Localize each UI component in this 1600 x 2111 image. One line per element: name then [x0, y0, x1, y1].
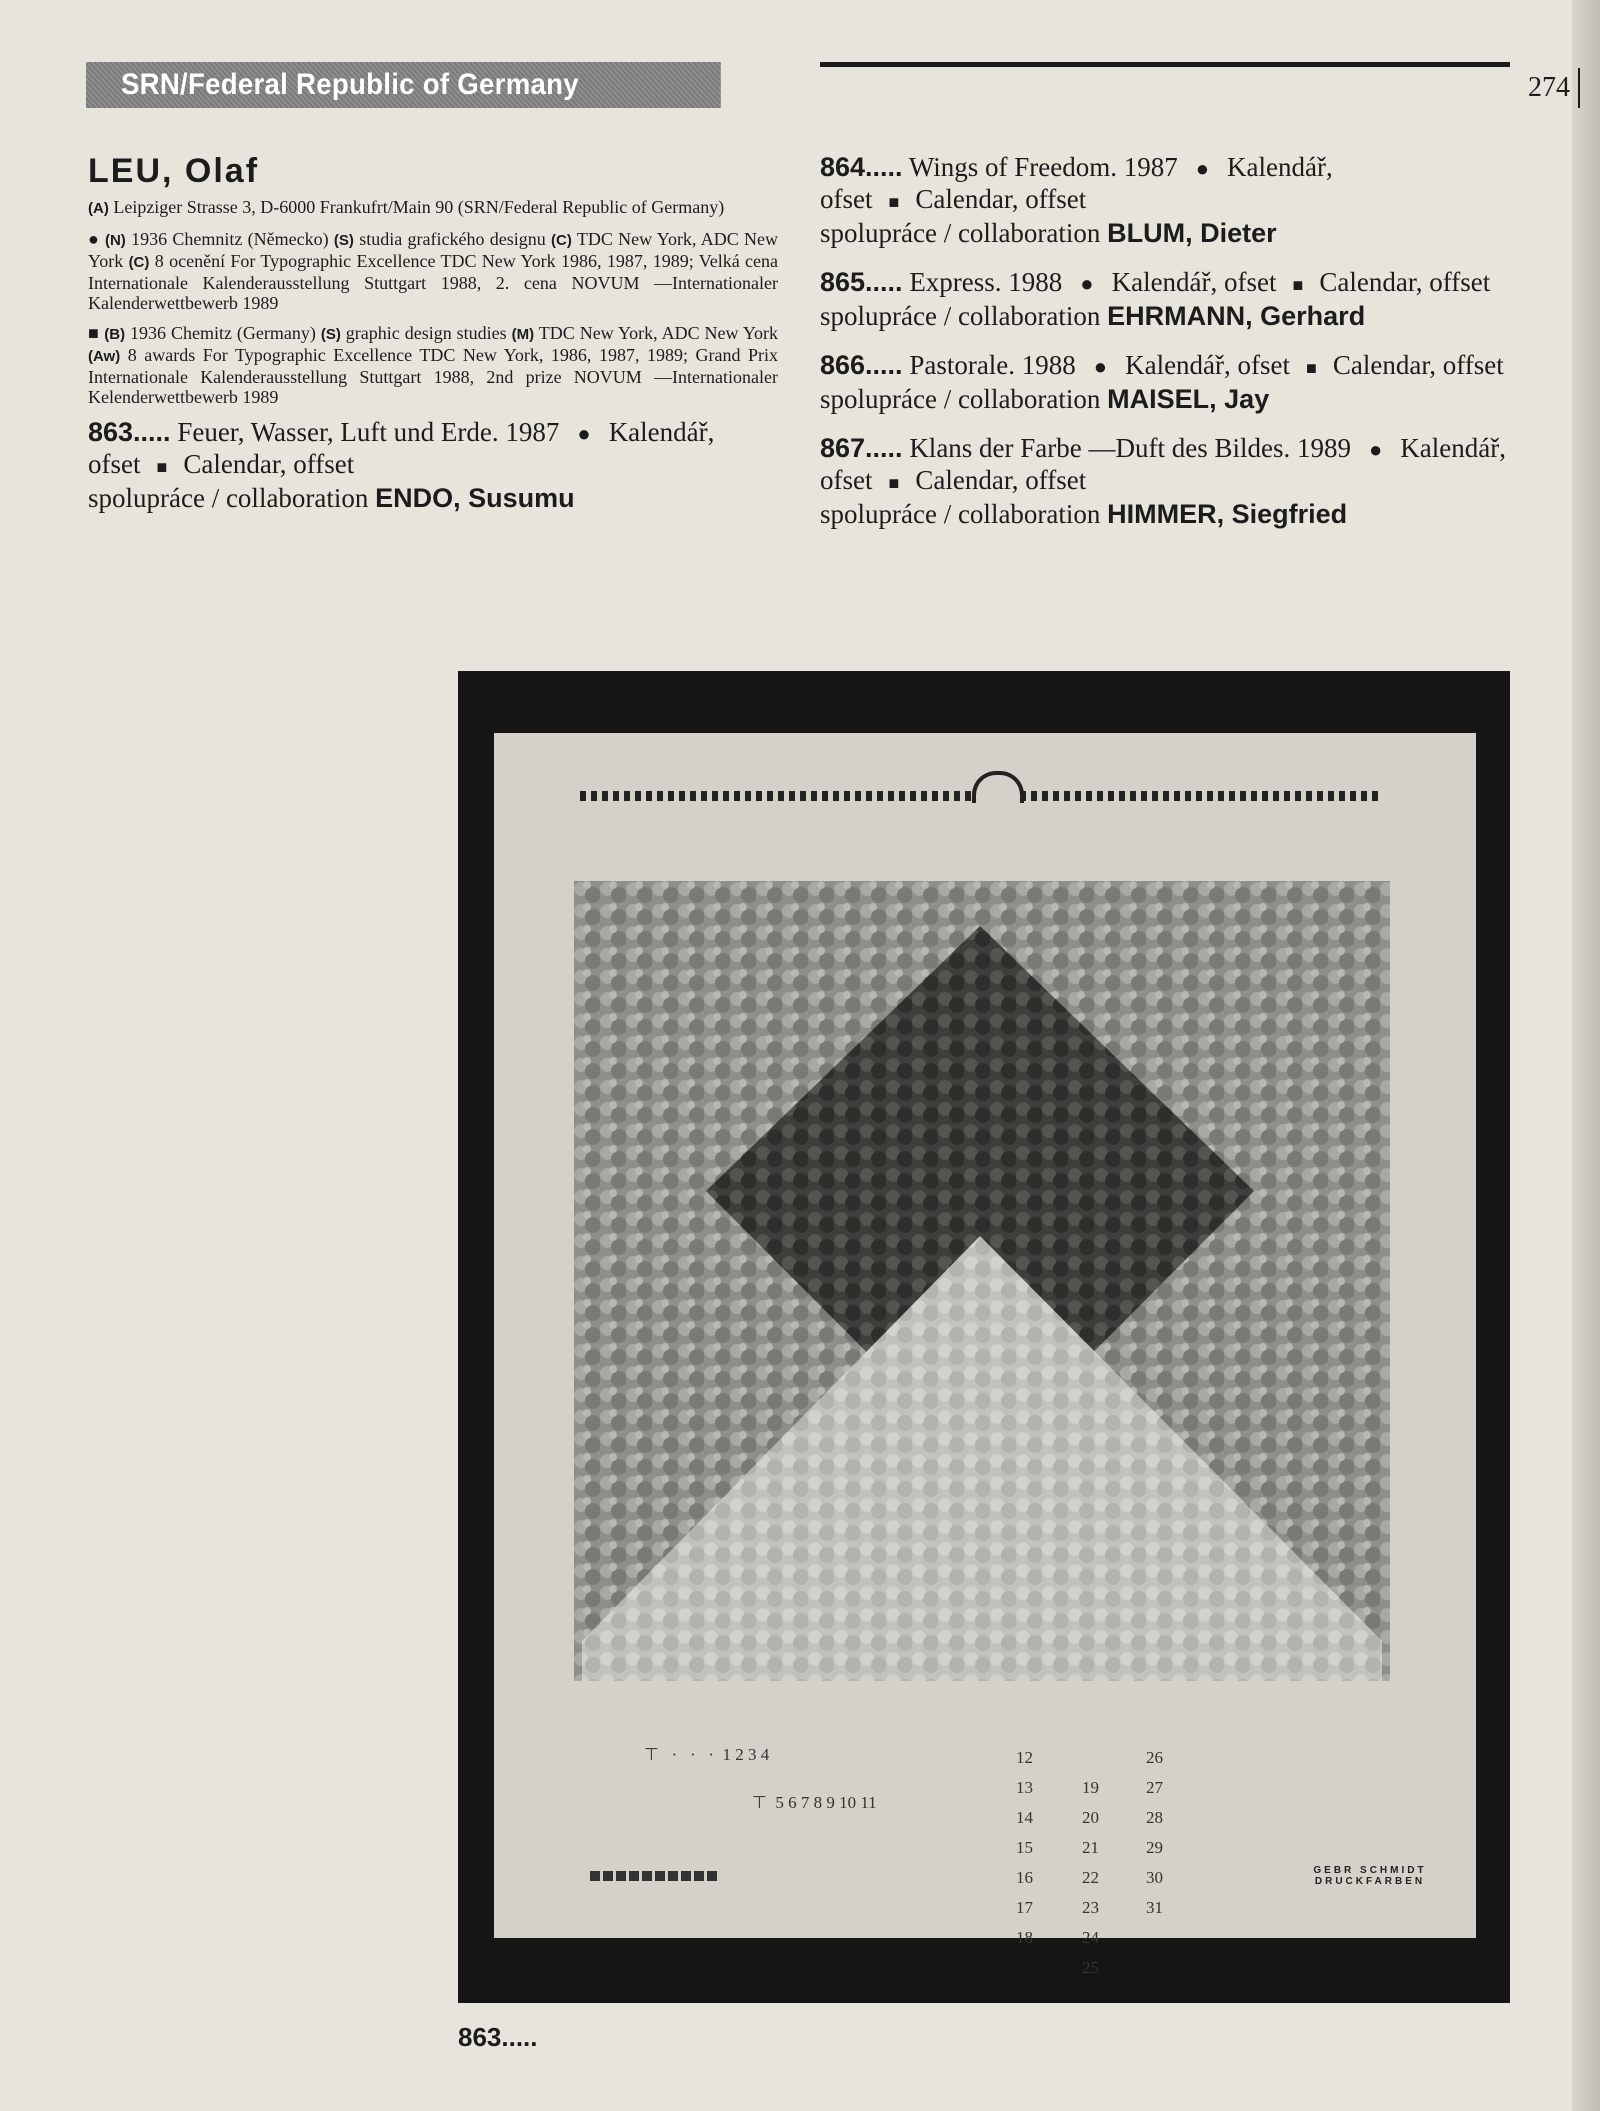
square-icon: ■ — [1292, 275, 1304, 295]
left-column — [88, 152, 778, 532]
calendar-day: 13 — [1016, 1778, 1033, 1797]
bio-tag: (C) — [128, 254, 150, 271]
bio-text: 1936 Chemitz (Germany) — [130, 323, 316, 343]
figure-caption: 863..... — [458, 2022, 538, 2052]
bullet-icon: ● — [1080, 271, 1094, 296]
page-number: 274 — [1528, 72, 1570, 103]
entry-title: Express. 1988 — [909, 267, 1063, 297]
collab-name: HIMMER, Siegfried — [1107, 499, 1348, 529]
calendar-day: 12 — [1016, 1748, 1033, 1767]
t-mark-icon: ⊤ — [644, 1745, 659, 1764]
calendar-day: 31 — [1146, 1898, 1163, 1917]
entry-en: Calendar, offset — [183, 449, 355, 479]
bio-english: ■ (B) 1936 Chemitz (Germany) (S) graphic design studies (M) TDC New York, ADC New York (Aw) 8 awards For Typographic Excellence TDC New York, 1986, 1987, 1989; Grand Prix Internationale Kalenderausstellung Stuttgart 1988, 2nd prize NOVUM —Internationaler Kelenderwettbewerb 1989 — [88, 323, 779, 407]
entry-866 — [820, 350, 1510, 415]
calendar-day: 20 — [1082, 1808, 1099, 1827]
calendar-sheet — [494, 733, 1476, 1977]
right-column — [820, 152, 1510, 548]
calendar-day: 17 — [1016, 1898, 1033, 1917]
calendar-day: 19 — [1082, 1778, 1099, 1797]
calendar-day: 30 — [1146, 1868, 1163, 1887]
entry-cz: Kalendář, ofset — [1111, 267, 1277, 297]
bullet-icon: ● — [577, 421, 591, 446]
bio-tag: (S) — [333, 232, 354, 249]
calendar-days: 5 6 7 8 9 10 11 — [775, 1793, 877, 1812]
bio-text: 8 awards For Typographic Excellence TDC New York, 1986, 1987, 1989; Grand Prix Internationale Kalenderausstellung Stuttgart 1988, 2nd prize NOVUM —Internationaler Kelenderwettbewerb 1989 — [88, 345, 778, 407]
bullet-icon: ● — [1093, 354, 1108, 379]
top-rule — [820, 62, 1510, 67]
bio-tag: (B) — [104, 326, 126, 343]
entry-number: 865..... — [820, 267, 903, 297]
bio-text: TDC New York, ADC New York — [538, 323, 779, 343]
bio-czech: ● (N) 1936 Chemnitz (Německo) (S) studia grafického designu (C) TDC New York, ADC New York (C) 8 ocenění For Typographic Excellence TDC New York 1986, 1987, 1989; Velká cena Internationale Kalenderausstellung Stuttgart 1988, 2. cena NOVUM —Internationaler Kalenderwettbewerb 1989 — [88, 229, 779, 313]
designer-name: LEU, Olaf — [88, 152, 260, 190]
entry-cz: Kalendář, ofset — [820, 152, 1333, 214]
calendar-photo — [458, 671, 1510, 2003]
calendar-day: 23 — [1082, 1898, 1099, 1917]
square-icon: ■ — [888, 473, 900, 493]
calendar-day: 24 — [1082, 1928, 1099, 1947]
square-icon: ■ — [888, 192, 900, 212]
calendar-day: 16 — [1016, 1868, 1033, 1887]
weekday-marks — [590, 1871, 720, 1881]
calendar-row-1: ⊤ · · · 1 2 3 4 — [644, 1745, 770, 1764]
page-edge — [1572, 0, 1600, 2111]
entry-864 — [820, 152, 1510, 249]
calendar-column-a — [1016, 1743, 1033, 1953]
entry-title: Klans der Farbe —Duft des Bildes. 1989 — [909, 433, 1351, 463]
entry-en: Calendar, offset — [915, 465, 1087, 495]
calendar-day: 21 — [1082, 1838, 1099, 1857]
entry-cz: Kalendář, ofset — [1125, 350, 1291, 380]
entry-number: 867..... — [820, 433, 903, 463]
collab-name: BLUM, Dieter — [1107, 218, 1277, 248]
t-mark-icon: ⊤ — [752, 1793, 767, 1812]
address-text: Leipziger Strasse 3, D-6000 Frankufrt/Main 90 (SRN/Federal Republic of Germany) — [113, 197, 725, 217]
entry-en: Calendar, offset — [915, 184, 1087, 214]
calendar-row-2 — [752, 1793, 877, 1813]
calendar-day: 29 — [1146, 1838, 1163, 1857]
calendar-column-b — [1082, 1773, 1099, 1983]
calendar-day: 15 — [1016, 1838, 1033, 1857]
entry-en: Calendar, offset — [1332, 350, 1504, 380]
collab-label: spolupráce / collaboration — [820, 301, 1101, 331]
calendar-day: 26 — [1146, 1748, 1163, 1767]
section-header: SRN/Federal Republic of Germany — [86, 62, 721, 108]
entry-863 — [88, 417, 778, 514]
page-number-rule — [1578, 68, 1580, 108]
calendar-day: 22 — [1082, 1868, 1099, 1887]
bio-tag: (Aw) — [88, 348, 121, 365]
entry-number: 866..... — [820, 350, 903, 380]
bio-text: studia grafického designu — [359, 229, 546, 249]
collab-label: spolupráce / collaboration — [88, 483, 369, 513]
brand-line: GEBR SCHMIDT — [1313, 1865, 1427, 1876]
entry-cz: Kalendář, ofset — [88, 417, 715, 479]
designer-address — [88, 197, 778, 219]
calendar-day: 28 — [1146, 1808, 1163, 1827]
collab-name: ENDO, Susumu — [375, 483, 575, 513]
forest-artwork — [574, 881, 1390, 1681]
bio-tag: (N) — [104, 232, 126, 249]
collab-label: spolupráce / collaboration — [820, 218, 1101, 248]
address-tag: (A) — [88, 200, 109, 217]
square-icon: ■ — [156, 457, 168, 477]
square-icon: ■ — [1306, 358, 1317, 378]
bullet-icon: ● — [1369, 437, 1383, 462]
bullet-icon: ● — [1195, 156, 1210, 181]
calendar-column-c — [1146, 1743, 1163, 1923]
calendar-day: 18 — [1016, 1928, 1033, 1947]
bio-text: 8 ocenění For Typographic Excellence TDC New York 1986, 1987, 1989; Velká cena Internationale Kalenderausstellung Stuttgart 1988, 2. cena NOVUM —Internationaler Kalenderwettbewerb 1989 — [88, 251, 779, 313]
printer-brand — [1306, 1865, 1434, 1887]
collab-label: spolupráce / collaboration — [820, 499, 1101, 529]
collab-name: MAISEL, Jay — [1107, 384, 1270, 414]
calendar-days: 1 2 3 4 — [722, 1745, 770, 1764]
bio-tag: (M) — [511, 326, 535, 343]
bio-text: 1936 Chemnitz (Německo) — [131, 229, 329, 249]
calendar-day: 14 — [1016, 1808, 1033, 1827]
entry-number: 863..... — [88, 417, 171, 447]
entry-title: Pastorale. 1988 — [909, 350, 1076, 380]
entry-865 — [820, 267, 1510, 332]
bio-tag: (C) — [551, 232, 572, 249]
entry-number: 864..... — [820, 152, 903, 182]
entry-title: Wings of Freedom. 1987 — [908, 152, 1178, 182]
collab-name: EHRMANN, Gerhard — [1107, 301, 1366, 331]
bio-tag: (S) — [320, 326, 341, 343]
brand-line: DRUCKFARBEN — [1314, 1876, 1426, 1887]
bio-text: TDC New York, ADC New York — [88, 229, 779, 271]
hanger-icon — [972, 771, 1024, 803]
entry-867 — [820, 433, 1510, 530]
collab-label: spolupráce / collaboration — [820, 384, 1101, 414]
entry-title: Feuer, Wasser, Luft und Erde. 1987 — [177, 417, 560, 447]
entry-cz: Kalendář, ofset — [820, 433, 1506, 495]
calendar-day: 25 — [1082, 1958, 1099, 1977]
entry-en: Calendar, offset — [1319, 267, 1491, 297]
calendar-day: 27 — [1146, 1778, 1163, 1797]
bio-text: graphic design studies — [345, 323, 507, 343]
